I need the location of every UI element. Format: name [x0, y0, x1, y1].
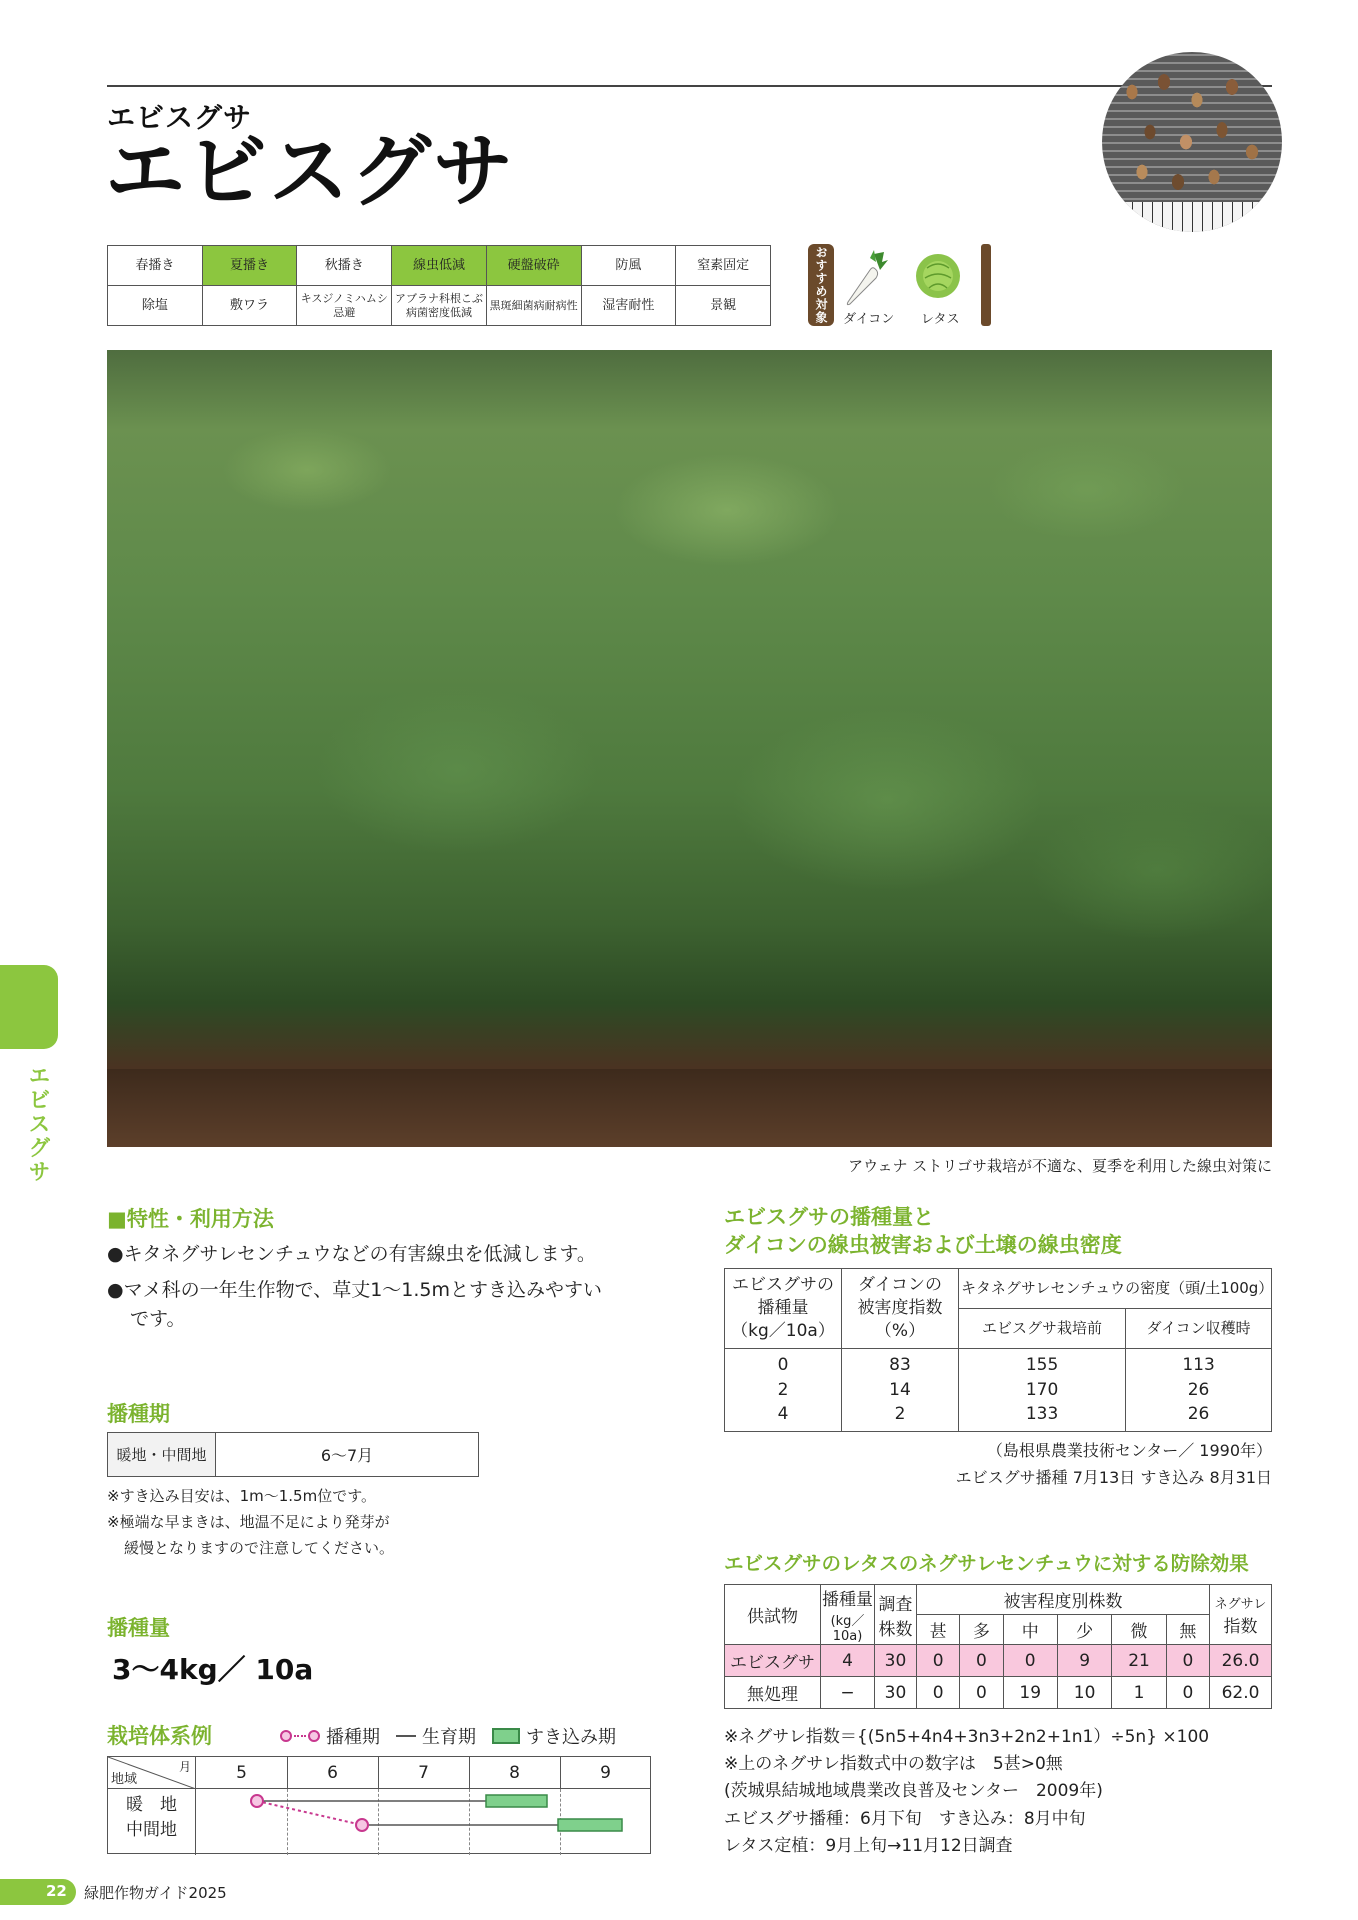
sowing-note-3: 緩慢となりますので注意してください。 [124, 1539, 395, 1557]
t2-header-rate [821, 1585, 875, 1645]
page-number: 22 [46, 1882, 67, 1900]
corner-region-label: 地域 [111, 1772, 138, 1787]
legend-sowing-label: 播種期 [326, 1727, 380, 1748]
table-cell: 4 [821, 1645, 875, 1677]
t1-header-harvest: ダイコン収穫時 [1126, 1309, 1272, 1349]
month-9: 9 [600, 1763, 611, 1783]
seed-photo [1102, 52, 1282, 232]
month-8: 8 [509, 1763, 520, 1783]
month-divider [469, 1757, 470, 1789]
schedule-bars [196, 1789, 651, 1855]
t2-header-index-line1: ネグサレ [1214, 1596, 1267, 1612]
schedule-header-row [108, 1757, 650, 1789]
schedule-legend [280, 1723, 616, 1749]
recommended-bar [981, 244, 991, 326]
field-photo [107, 350, 1272, 1147]
sowing-start-dot [251, 1795, 263, 1807]
sowing-dot-icon [280, 1730, 292, 1742]
t2-header-survey [875, 1585, 917, 1645]
sowing-months: 6〜7月 [216, 1433, 479, 1477]
schedule-corner [108, 1757, 196, 1789]
recommended-crop-lettuce: レタス [921, 312, 960, 327]
sowing-period-heading: 播種期 [107, 1402, 170, 1426]
footer-title: 緑肥作物ガイド2025 [84, 1884, 227, 1902]
table-cell: 9 [1057, 1645, 1111, 1677]
table2-note-3: (茨城県結城地域農業改良普及センター 2009年) [724, 1781, 1103, 1802]
tag-black-spot-resistance: 黒斑細菌病耐病性 [486, 286, 581, 326]
schedule-heading: 栽培体系例 [107, 1724, 212, 1748]
table2-note-5: レタス定植：9月上旬→11月12日調査 [724, 1835, 1013, 1856]
t1-col-harvest [1126, 1349, 1272, 1432]
t2-header-survey-line2: 株数 [878, 1619, 913, 1640]
plow-period-1 [486, 1795, 547, 1807]
t1-header-damage [842, 1269, 959, 1349]
t2-level: 多 [960, 1615, 1003, 1645]
table-cell: 1 [1112, 1677, 1166, 1709]
month-6: 6 [327, 1763, 338, 1783]
table-cell: 113 [1182, 1355, 1215, 1375]
lettuce-icon [913, 250, 963, 300]
t2-header-index [1210, 1585, 1272, 1645]
feature-bullet-2 [107, 1276, 667, 1335]
table2-title: エビスグサのレタスのネグサレセンチュウに対する防除効果 [724, 1552, 1249, 1575]
table-cell: 4 [777, 1404, 789, 1425]
tag-nematode-reduction: 線虫低減 [392, 246, 487, 286]
table-cell: 0 [960, 1645, 1003, 1677]
photo-caption: アウェナ ストリゴサ栽培が不適な、夏季を利用した線虫対策に [848, 1157, 1272, 1175]
table-row [725, 1677, 1272, 1709]
tag-nitrogen-fixation: 窒素固定 [676, 246, 771, 286]
table-cell: 0 [917, 1645, 960, 1677]
tag-desalination: 除塩 [108, 286, 203, 326]
tag-wet-tolerance: 湿害耐性 [581, 286, 676, 326]
legend-plow-label: すき込み期 [526, 1727, 616, 1748]
table-cell: 10 [1057, 1677, 1111, 1709]
region-line-2: 中間地 [126, 1819, 177, 1840]
table-cell: 30 [875, 1677, 917, 1709]
t1-header-rate [725, 1269, 842, 1349]
t2-level: 少 [1057, 1615, 1111, 1645]
field-photo-soil [107, 1069, 1272, 1147]
t2-header-rate-label: 播種量 [822, 1590, 873, 1610]
tag-hardpan-breaking: 硬盤破砕 [486, 246, 581, 286]
t1-data-block [725, 1349, 1272, 1432]
sowing-period-table [107, 1432, 479, 1477]
sowing-dot-icon [308, 1730, 320, 1742]
corner-month-label: 月 [178, 1760, 191, 1774]
t2-header-index-line2: 指数 [1223, 1616, 1258, 1637]
table2-note-2: ※上のネグサレ指数式中の数字は 5甚>0無 [724, 1754, 1063, 1775]
t2-level: 中 [1003, 1615, 1057, 1645]
t2-header-test: 供試物 [725, 1585, 821, 1645]
tag-straw-mulch: 敷ワラ [202, 286, 297, 326]
t2-level: 無 [1166, 1615, 1209, 1645]
table-cell: 26 [1187, 1404, 1210, 1425]
table1-source-line2: エビスグサ播種 7月13日 すき込み 8月31日 [955, 1468, 1272, 1488]
legend-growth-label: 生育期 [422, 1727, 476, 1748]
growth-line-icon [396, 1735, 416, 1737]
feature-bullet-2-line1: ●マメ科の一年生作物で、草丈1〜1.5mとすき込みやすい [107, 1279, 603, 1301]
t2-header-rate-unit: (kg／10a) [830, 1614, 865, 1644]
schedule-chart [107, 1756, 651, 1854]
table-cell: 170 [1025, 1379, 1059, 1400]
sowing-dash-icon [294, 1735, 306, 1737]
header-rule [107, 85, 1272, 87]
t1-header-before: エビスグサ栽培前 [959, 1309, 1126, 1349]
table1-source [956, 1437, 1272, 1491]
feature-bullet-1: ●キタネグサレセンチュウなどの有害線虫を低減します。 [107, 1243, 596, 1265]
features-heading: ■特性・利用方法 [107, 1207, 274, 1231]
table2-note-1: ※ネグサレ指数＝{(5n5+4n4+3n3+2n2+1n1）÷5n} ×100 [724, 1727, 1210, 1747]
t2-level: 微 [1112, 1615, 1166, 1645]
table-cell: 26 [1187, 1379, 1210, 1400]
feature-bullet-2-line2: です。 [130, 1308, 186, 1331]
table-cell: 0 [917, 1677, 960, 1709]
t1-header-rate-line3: （kg／10a） [731, 1320, 835, 1341]
t2-level: 甚 [917, 1615, 960, 1645]
tag-spring-sowing: 春播き [108, 246, 203, 286]
table-cell: 0 [777, 1355, 789, 1375]
t1-header-damage-line1: ダイコンの [858, 1275, 942, 1296]
table2-notes [724, 1724, 1209, 1860]
table2-note-4: エビスグサ播種：6月下旬 すき込み：8月中旬 [724, 1808, 1086, 1829]
t1-col-rate [725, 1349, 842, 1432]
sowing-note-1: ※すき込み目安は、1m〜1.5m位です。 [107, 1487, 376, 1505]
month-5: 5 [236, 1763, 247, 1783]
plow-box-icon [492, 1728, 520, 1744]
table-cell: 2 [777, 1379, 789, 1400]
table-cell: 62.0 [1210, 1677, 1272, 1709]
table1-source-line1: （島根県農業技術センター／ 1990年） [986, 1441, 1272, 1460]
side-index-tab [0, 965, 58, 1049]
recommended-label: おすすめ対象 [808, 244, 834, 326]
t1-header-rate-line2: 播種量 [757, 1298, 809, 1319]
seed-ruler [1102, 202, 1282, 232]
table-cell: 155 [1025, 1355, 1059, 1375]
tag-summer-sowing: 夏播き [202, 246, 297, 286]
table-cell: − [821, 1677, 875, 1709]
t1-col-before [959, 1349, 1126, 1432]
tag-flea-beetle-repellent: キスジノミハムシ忌避 [297, 286, 392, 326]
t2-header-damage: 被害程度別株数 [917, 1585, 1210, 1615]
table-cell: 0 [1166, 1645, 1209, 1677]
lettuce-nematode-table [724, 1584, 1272, 1709]
table-cell: 0 [960, 1677, 1003, 1709]
table-cell: 0 [1003, 1645, 1057, 1677]
page-subtitle: エビスグサ [107, 101, 253, 134]
table-cell: 133 [1025, 1404, 1059, 1425]
month-7: 7 [418, 1763, 429, 1783]
plow-period-2 [558, 1819, 622, 1831]
table-cell: 30 [875, 1645, 917, 1677]
month-divider [560, 1757, 561, 1789]
seeding-rate-value: 3〜4kg／ 10a [112, 1653, 314, 1686]
t1-header-rate-line1: エビスグサの [732, 1275, 834, 1296]
daikon-icon [844, 250, 890, 308]
table1-title-line2: ダイコンの線虫被害および土壌の線虫密度 [724, 1233, 1122, 1258]
month-divider [378, 1757, 379, 1789]
t2-header-survey-line1: 調査 [878, 1594, 913, 1615]
tag-autumn-sowing: 秋播き [297, 246, 392, 286]
seeding-rate-heading: 播種量 [107, 1616, 170, 1640]
sowing-end-dot [356, 1819, 368, 1831]
sowing-region: 暖地・中間地 [108, 1433, 216, 1477]
page-title: エビスグサ [105, 125, 515, 218]
table-cell: 0 [1166, 1677, 1209, 1709]
tag-clubroot-reduction: アブラナ科根こぶ病菌密度低減 [392, 286, 487, 326]
t1-header-density: キタネグサレセンチュウの密度（頭/土100g） [959, 1269, 1272, 1309]
t1-col-damage [842, 1349, 959, 1432]
table-cell: 2 [894, 1404, 906, 1425]
month-divider [287, 1757, 288, 1789]
table-row [725, 1645, 1272, 1677]
t1-header-damage-line3: （%） [874, 1320, 926, 1341]
nematode-density-table [724, 1268, 1272, 1432]
table-cell: 26.0 [1210, 1645, 1272, 1677]
tag-windbreak: 防風 [581, 246, 676, 286]
region-line-1: 暖 地 [126, 1795, 177, 1815]
sowing-window-dashed [257, 1801, 362, 1825]
table-cell: エビスグサ [725, 1645, 821, 1677]
table1-title-line1: エビスグサの播種量と [724, 1205, 934, 1229]
table1-title [724, 1203, 1122, 1260]
table-cell: 19 [1003, 1677, 1057, 1709]
sowing-note-2: ※極端な早まきは、地温不足により発芽が [107, 1513, 390, 1531]
tag-landscape: 景観 [676, 286, 771, 326]
table-cell: 21 [1112, 1645, 1166, 1677]
schedule-region [108, 1789, 196, 1855]
table-cell: 無処理 [725, 1677, 821, 1709]
side-index-label: エビスグサ [25, 1064, 50, 1184]
recommended-crops [808, 244, 991, 326]
recommended-crop-daikon: ダイコン [843, 312, 895, 327]
feature-tags-table [107, 245, 771, 326]
t1-header-damage-line2: 被害度指数 [857, 1298, 943, 1319]
table-cell: 83 [889, 1355, 911, 1375]
table-cell: 14 [889, 1379, 911, 1400]
